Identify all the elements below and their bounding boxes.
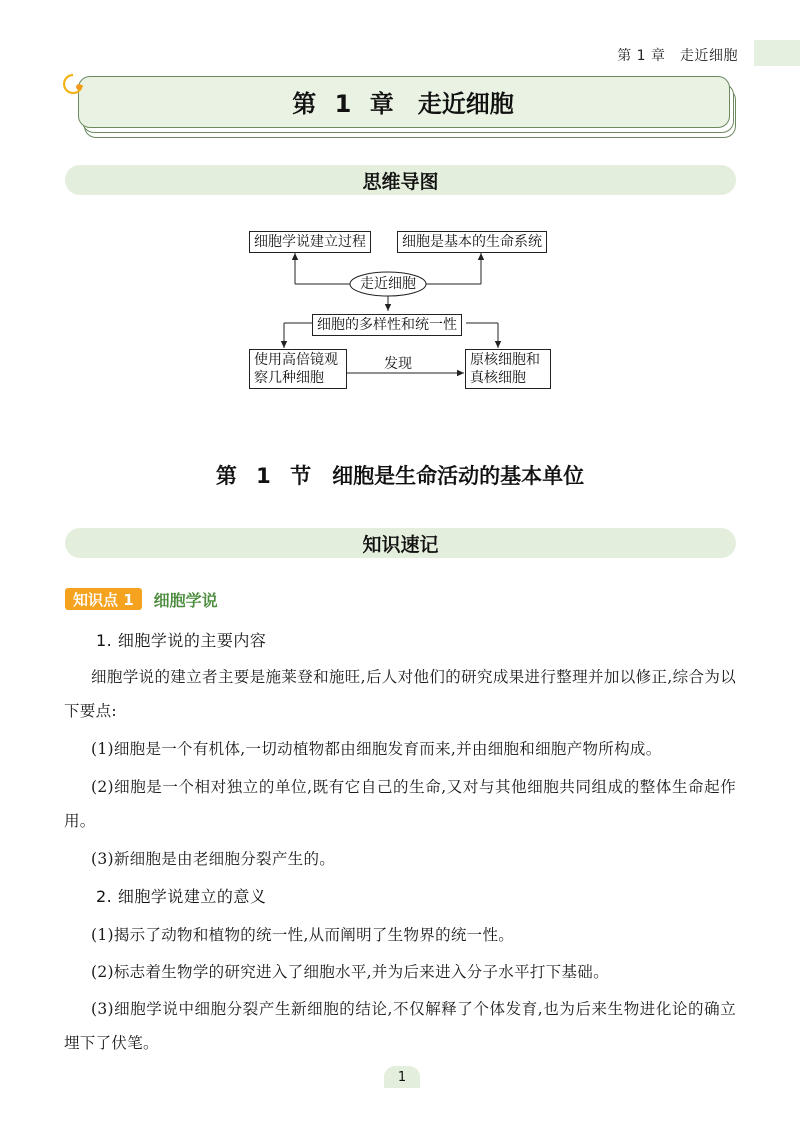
mindmap-node-microscope-line1: 使用高倍镜观 xyxy=(254,352,338,368)
running-header xyxy=(0,0,800,68)
mindmap-arrow-label: 发现 xyxy=(384,356,412,372)
mindmap-node-prokaryote-line2: 真核细胞 xyxy=(470,370,526,386)
knowledge-point-badge: 知识点 1 xyxy=(65,588,142,610)
mindmap-node-diversity-unity: 细胞的多样性和统一性 xyxy=(312,314,462,336)
mindmap-node-basic-life-system: 细胞是基本的生命系统 xyxy=(397,231,547,253)
content-point-1-3: (3)新细胞是由老细胞分裂产生的。 xyxy=(91,850,336,868)
content-point-1-1: (1)细胞是一个有机体,一切动植物都由细胞发育而来,并由细胞和细胞产物所构成。 xyxy=(91,740,662,758)
knowledge-bar: 知识速记 xyxy=(65,528,736,558)
chapter-banner xyxy=(58,72,740,142)
knowledge-point xyxy=(65,588,218,610)
header-tab-decoration xyxy=(754,40,800,66)
mind-map xyxy=(246,225,556,397)
mindmap-node-center: 走近细胞 xyxy=(360,276,416,292)
content-intro: 细胞学说的建立者主要是施莱登和施旺,后人对他们的研究成果进行整理并加以修正,综合为以下要点: xyxy=(64,668,736,720)
mindmap-node-prokaryote-line1: 原核细胞和 xyxy=(470,352,540,368)
mindmap-node-prokaryote-eukaryote xyxy=(465,349,551,389)
knowledge-point-title: 细胞学说 xyxy=(153,590,218,610)
mindmap-node-microscope-line2: 察几种细胞 xyxy=(254,370,324,386)
content-heading-1: 1. 细胞学说的主要内容 xyxy=(96,631,267,650)
content-heading-2: 2. 细胞学说建立的意义 xyxy=(96,887,267,906)
page-number: 1 xyxy=(384,1066,420,1088)
mindmap-node-microscope xyxy=(249,349,347,389)
content-point-2-3: (3)细胞学说中细胞分裂产生新细胞的结论,不仅解释了个体发育,也为后来生物进化论的确立埋下了伏笔。 xyxy=(64,1000,736,1052)
section-title: 第 1 节 细胞是生命活动的基本单位 xyxy=(215,464,585,488)
chapter-title: 第 1 章 走近细胞 xyxy=(292,89,514,118)
mindmap-node-cell-theory-process: 细胞学说建立过程 xyxy=(249,231,371,253)
content-point-2-1: (1)揭示了动物和植物的统一性,从而阐明了生物界的统一性。 xyxy=(91,926,515,944)
content-point-1-2: (2)细胞是一个相对独立的单位,既有它自己的生命,又对与其他细胞共同组成的整体生命起作用。 xyxy=(64,778,736,830)
running-header-title: 第 1 章 走近细胞 xyxy=(617,48,738,64)
binder-ring-icon xyxy=(60,72,86,98)
content-point-2-2: (2)标志着生物学的研究进入了细胞水平,并为后来进入分子水平打下基础。 xyxy=(91,963,609,981)
mindmap-bar: 思维导图 xyxy=(65,165,736,195)
